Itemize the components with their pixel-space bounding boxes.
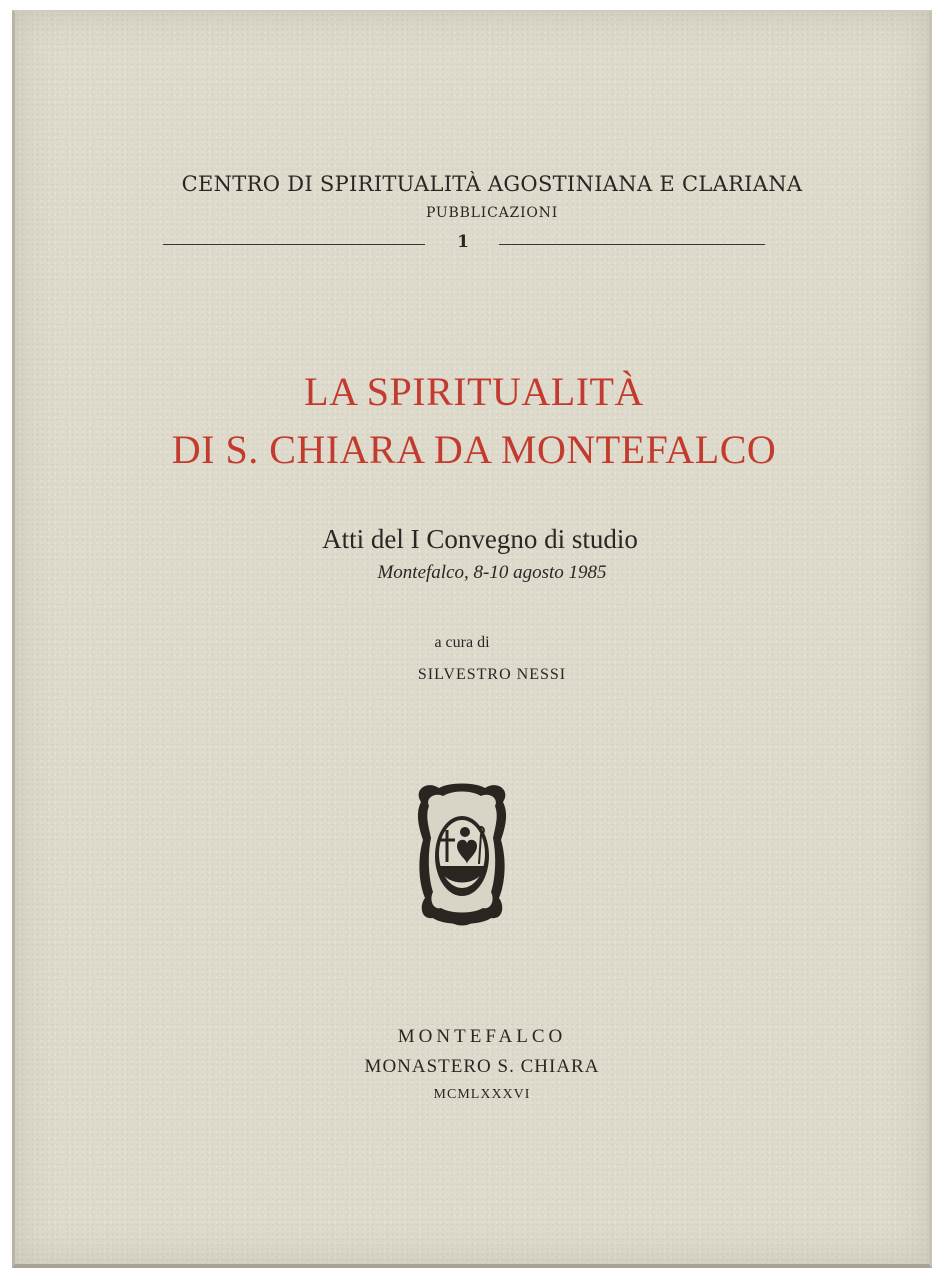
series-rule-left xyxy=(163,244,425,245)
publication-year: MCMLXXXVI xyxy=(433,1087,531,1102)
editor-label: a cura di xyxy=(434,634,490,651)
publisher-name: MONASTERO S. CHIARA xyxy=(364,1056,600,1077)
book-subtitle: Atti del I Convegno di studio xyxy=(322,524,638,554)
series-rule-right xyxy=(499,244,765,245)
series-name: CENTRO DI SPIRITUALITÀ AGOSTINIANA E CLARIANA xyxy=(181,172,803,196)
editor-name: SILVESTRO NESSI xyxy=(417,666,567,683)
coat-of-arms-icon xyxy=(409,780,515,930)
book-cover xyxy=(12,10,932,1268)
series-number: 1 xyxy=(457,232,469,252)
publisher-city: MONTEFALCO xyxy=(397,1026,567,1047)
book-title-line-1: LA SPIRITUALITÀ xyxy=(304,369,644,414)
conference-place-date: Montefalco, 8-10 agosto 1985 xyxy=(377,562,607,583)
series-subtitle: PUBBLICAZIONI xyxy=(425,205,559,221)
book-title-line-2: DI S. CHIARA DA MONTEFALCO xyxy=(171,427,777,472)
